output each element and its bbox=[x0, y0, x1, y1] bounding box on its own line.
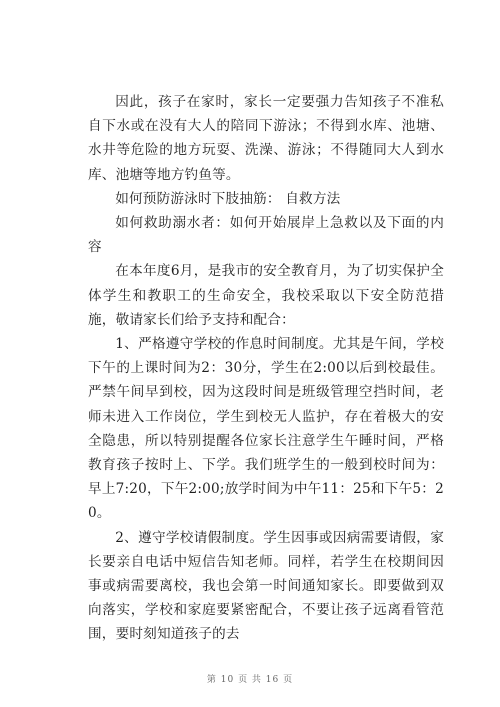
document-body bbox=[88, 90, 444, 647]
paragraph-cramp-prevention: 如何预防游泳时下肢抽筋： 自救方法 bbox=[115, 190, 341, 207]
paragraph-rescue: 如何救助溺水者：如何开始展岸上急救以及下面的内容 bbox=[88, 215, 444, 256]
paragraph-safety-month: 在本年度6月，是我市的安全教育月，为了切实保护全体学生和教职工的生命安全，我校采取以下安全防范措施，敬请家长们给予支持和配合： bbox=[88, 263, 444, 328]
page-footer: 第 10 页 共 16 页 bbox=[206, 675, 294, 685]
paragraph-leave-rule: 2、遵守学校请假制度。学生因事或因病需要请假，家长要亲自电话中短信告知老师。同样，若学生在校期间因事或病需要离校，我也会第一时间通知家长。即要做到双向落实，学校和家庭要紧密配合，不要让孩子远离看管范围，要时刻知道孩子的去 bbox=[88, 529, 444, 643]
paragraph-safety-at-home: 因此，孩子在家时，家长一定要强力告知孩子不准私自下水或在没有大人的陪同下游泳；不得到水库、池塘、水井等危险的地方玩耍、洗澡、游泳；不得随同大人到水库、池塘等地方钓鱼等。 bbox=[88, 94, 444, 183]
paragraph-schedule-rule: 1、严格遵守学校的作息时间制度。尤其是午间，学校下午的上课时间为2：30分，学生在2:00以后到校最佳。严禁午间早到校，因为这段时间是班级管理空挡时间，老师未进入工作岗位，学生到校无人监护，存在着极大的安全隐患，所以特别提醒各位家长注意学生午睡时间，严格教育孩子按时上、下学。我们班学生的一般到校时间为：早上7:20，下午2:00;放学时间为中午11：25和下午5：20。 bbox=[88, 336, 444, 522]
